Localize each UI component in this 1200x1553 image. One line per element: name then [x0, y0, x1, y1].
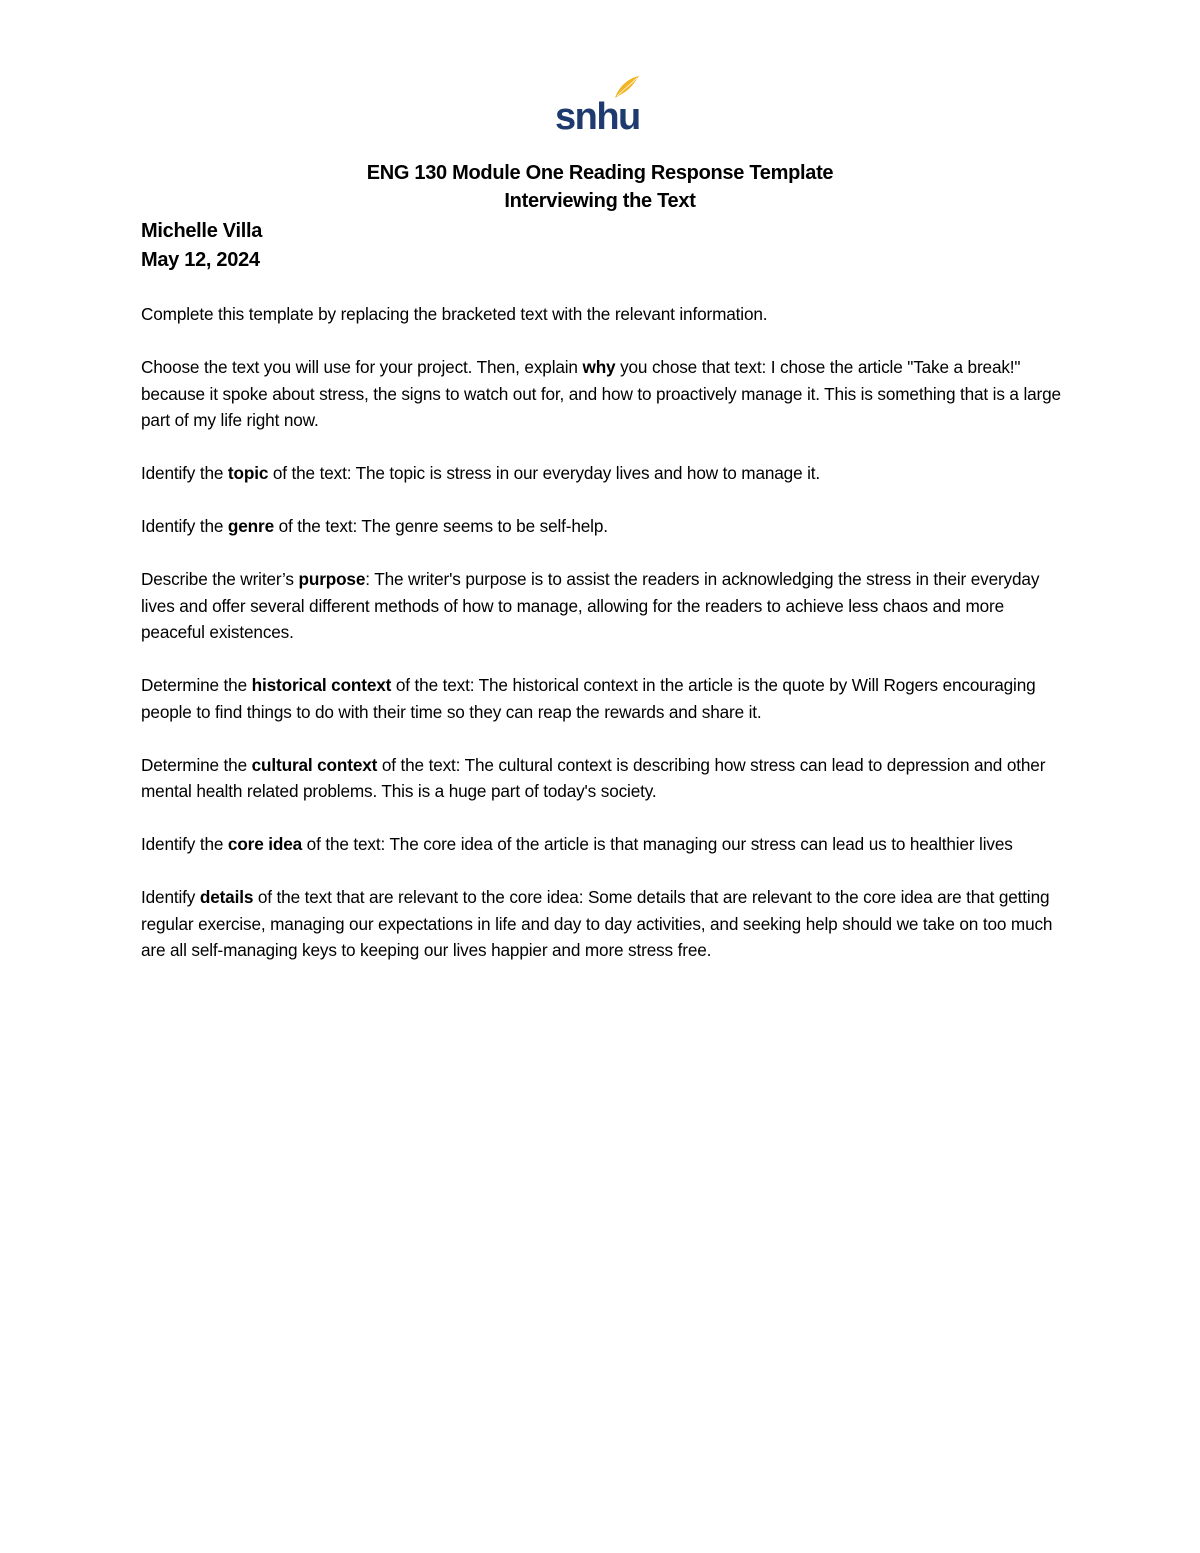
section-answer: The genre seems to be self-help. — [357, 516, 608, 536]
section-prefix: Identify the — [141, 834, 228, 854]
section-prefix: Determine the — [141, 675, 252, 695]
author-block — [141, 217, 262, 275]
section-keyword: purpose — [298, 569, 366, 589]
section-keyword: topic — [227, 463, 269, 483]
section-keyword: cultural context — [251, 754, 378, 775]
section-cultural-context — [141, 752, 1071, 805]
section-answer: Some details that are relevant to the core idea are that getting regular exercise, managing our expectations in life and day to day activities, and seeking help should we take on too much are all self-managing keys to keeping our lives happier and more stress free. — [141, 887, 1053, 960]
submission-date: May 12, 2024 — [141, 249, 260, 271]
section-suffix: you chose that text: — [615, 357, 767, 377]
snhu-logo — [555, 74, 641, 134]
document-title-block — [0, 159, 1200, 215]
section-core-idea — [141, 831, 1071, 858]
section-suffix: of the text: — [273, 516, 358, 536]
section-topic — [141, 460, 1071, 487]
section-prefix: Identify the — [141, 516, 228, 536]
document-title: ENG 130 Module One Reading Response Template — [366, 162, 834, 184]
document-subtitle: Interviewing the Text — [504, 190, 696, 212]
section-answer: The topic is stress in our everyday lives and how to manage it. — [351, 463, 821, 483]
section-suffix: of the text that are relevant to the core idea: — [253, 887, 584, 907]
section-answer: I chose the article "Take a break!" because it spoke about stress, the signs to watch out for, and how to proactively manage it. This is something that is a large part of my life right now. — [141, 357, 1061, 430]
response-body — [141, 301, 1071, 990]
section-purpose — [141, 566, 1071, 646]
section-prefix: Identify — [141, 887, 200, 907]
section-details — [141, 884, 1071, 964]
instructions-paragraph: Complete this template by replacing the bracketed text with the relevant information. — [141, 304, 768, 324]
section-prefix: Determine the — [141, 754, 252, 775]
section-answer: The core idea of the article is that managing our stress can lead us to healthier lives — [385, 834, 1013, 854]
svg-text:snhu: snhu — [555, 96, 640, 134]
section-suffix: : — [365, 569, 370, 589]
section-why — [141, 354, 1071, 434]
section-suffix: of the text: — [302, 834, 386, 854]
section-prefix: Describe the writer’s — [141, 569, 299, 589]
section-keyword: why — [582, 357, 616, 377]
section-suffix: of the text: — [391, 675, 475, 695]
section-answer: The historical context in the article is the quote by Will Rogers encouraging people to find things to do with their time so they can reap the rewards and share it. — [141, 675, 1036, 722]
section-genre — [141, 513, 1071, 540]
section-keyword: genre — [227, 516, 274, 536]
section-answer: The writer's purpose is to assist the readers in acknowledging the stress in their everyday lives and offer several different methods of how to manage, allowing for the readers to achieve less chaos and more peaceful existences. — [141, 569, 1040, 642]
section-prefix: Identify the — [141, 463, 228, 483]
section-suffix: of the text: — [268, 463, 352, 483]
section-answer: The cultural context is describing how stress can lead to depression and other mental health related problems. This is a huge part of today's society. — [141, 754, 1046, 801]
snhu-logo-graphic — [555, 74, 641, 134]
section-prefix: Choose the text you will use for your project. Then, explain — [141, 357, 583, 377]
author-name: Michelle Villa — [141, 220, 263, 242]
section-keyword: historical context — [251, 675, 392, 695]
section-keyword: details — [199, 887, 254, 907]
section-keyword: core idea — [227, 834, 303, 854]
section-historical-context — [141, 672, 1071, 725]
section-suffix: of the text: — [377, 754, 461, 775]
